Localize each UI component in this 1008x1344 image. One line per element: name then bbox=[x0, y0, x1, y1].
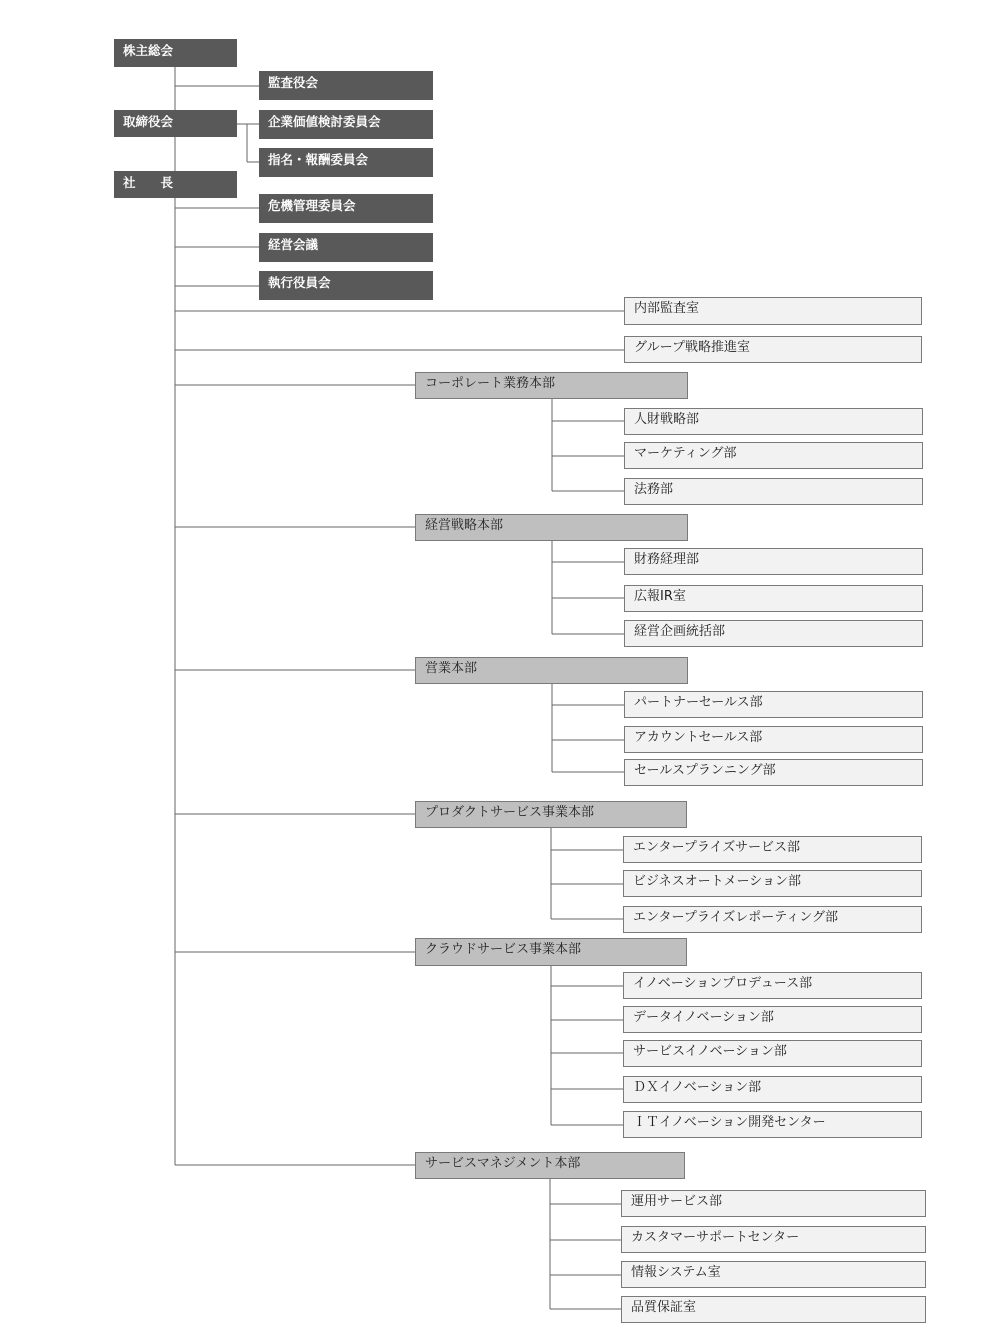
department-box: イノベーションプロデュース部 bbox=[623, 972, 922, 999]
department-box: 情報システム室 bbox=[621, 1261, 926, 1288]
department-box: 品質保証室 bbox=[621, 1296, 926, 1323]
corporate-value-committee-box: 企業価値検討委員会 bbox=[259, 110, 433, 139]
department-box: 法務部 bbox=[624, 478, 923, 505]
department-box: ＤＸイノベーション部 bbox=[623, 1076, 922, 1103]
department-box: サービスイノベーション部 bbox=[623, 1040, 922, 1067]
department-box: マーケティング部 bbox=[624, 442, 923, 469]
department-box: ビジネスオートメーション部 bbox=[623, 870, 922, 897]
department-box: 財務経理部 bbox=[624, 548, 923, 575]
division-box: コーポレート業務本部 bbox=[415, 372, 688, 399]
nomination-committee-box: 指名・報酬委員会 bbox=[259, 148, 433, 177]
department-box: エンタープライズサービス部 bbox=[623, 836, 922, 863]
department-box: 人財戦略部 bbox=[624, 408, 923, 435]
division-box: クラウドサービス事業本部 bbox=[415, 938, 687, 966]
internal-audit-office-box: 内部監査室 bbox=[624, 297, 922, 325]
department-box: 広報IR室 bbox=[624, 585, 923, 612]
department-box: カスタマーサポートセンター bbox=[621, 1226, 926, 1253]
department-box: ＩＴイノベーション開発センター bbox=[623, 1111, 922, 1138]
management-meeting-box: 経営会議 bbox=[259, 233, 433, 262]
department-box: アカウントセールス部 bbox=[624, 726, 923, 753]
department-box: パートナーセールス部 bbox=[624, 691, 923, 718]
division-box: プロダクトサービス事業本部 bbox=[415, 801, 687, 828]
division-box: 経営戦略本部 bbox=[415, 514, 688, 541]
department-box: 経営企画統括部 bbox=[624, 620, 923, 647]
group-strategy-office-box: グループ戦略推進室 bbox=[624, 336, 922, 363]
department-box: データイノベーション部 bbox=[623, 1006, 922, 1033]
executive-committee-box: 執行役員会 bbox=[259, 271, 433, 300]
division-box: 営業本部 bbox=[415, 657, 688, 684]
department-box: エンタープライズレポーティング部 bbox=[623, 906, 922, 933]
auditors-board-box: 監査役会 bbox=[259, 71, 433, 100]
board-of-directors-box: 取締役会 bbox=[114, 110, 237, 137]
department-box: 運用サービス部 bbox=[621, 1190, 926, 1217]
risk-committee-box: 危機管理委員会 bbox=[259, 194, 433, 223]
department-box: セールスプランニング部 bbox=[624, 759, 923, 786]
division-box: サービスマネジメント本部 bbox=[415, 1152, 685, 1179]
shareholders-meeting-box: 株主総会 bbox=[114, 39, 237, 67]
president-box: 社 長 bbox=[114, 171, 237, 198]
